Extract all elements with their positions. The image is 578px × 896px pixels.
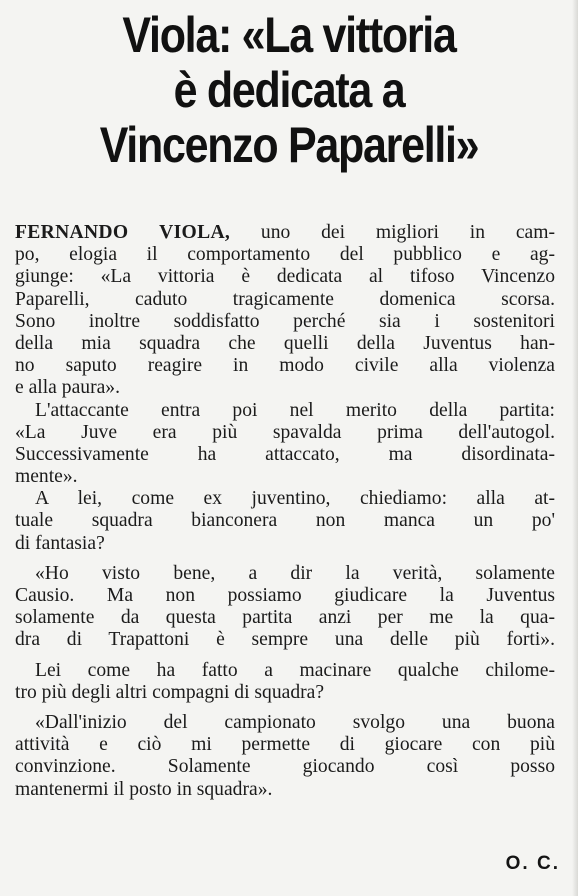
headline xyxy=(40,8,537,173)
text-line: mantenermi il posto in squadra». xyxy=(15,778,273,800)
lead-name: FERNANDO VIOLA, xyxy=(15,222,231,243)
text-line: A lei, come ex juventino, chiediamo: alla at- xyxy=(35,488,555,510)
text-line: po, elogia il comportamento del pubblico e ag- xyxy=(15,244,555,266)
text-line: tuale squadra bianconera non manca un po' xyxy=(15,510,555,532)
text-line: e alla paura». xyxy=(15,377,120,399)
author-signature: O. C. xyxy=(505,853,560,874)
headline-line: è dedicata a xyxy=(173,62,405,118)
text-line: tro più degli altri compagni di squadra? xyxy=(15,681,325,703)
text-line: solamente da questa partita anzi per me la qua- xyxy=(15,607,555,629)
text-line: «Ho visto bene, a dir la verità, solamente xyxy=(35,562,555,584)
headline-line: Vincenzo Paparelli» xyxy=(99,117,479,173)
text-line: mente». xyxy=(15,466,78,488)
text-line: della mia squadra che quelli della Juventus han- xyxy=(15,332,555,354)
text-line: L'attaccante entra poi nel merito della partita: xyxy=(35,399,555,421)
text-line: Paparelli, caduto tragicamente domenica scorsa. xyxy=(15,288,555,310)
text-line: Lei come ha fatto a macinare qualche chilome- xyxy=(35,659,555,681)
text-line: no saputo reagire in modo civile alla violenza xyxy=(15,355,555,377)
text-line: giunge: «La vittoria è dedicata al tifoso Vincenzo xyxy=(15,266,555,288)
text-line: Successivamente ha attaccato, ma disordinata- xyxy=(15,443,555,465)
text-line: Causio. Ma non possiamo giudicare la Juventus xyxy=(15,585,555,606)
text-line: attività e ciò mi permette di giocare con più xyxy=(15,734,555,756)
text-line: «La Juve era più spavalda prima dell'autogol. xyxy=(15,421,555,443)
headline-line: Viola: «La vittoria xyxy=(122,7,456,63)
text-line: Sono inoltre soddisfatto perché sia i sostenitori xyxy=(15,310,555,332)
text-line: di fantasia? xyxy=(15,532,105,554)
text-line: «Dall'inizio del campionato svolgo una buona xyxy=(35,711,555,733)
text-line: dra di Trapattoni è sempre una delle più forti». xyxy=(15,629,555,651)
text-line: FERNANDO VIOLA, uno dei migliori in cam- xyxy=(15,222,555,243)
text-line: convinzione. Solamente giocando così posso xyxy=(15,756,555,778)
article-body xyxy=(15,222,555,801)
page-edge xyxy=(572,0,578,896)
